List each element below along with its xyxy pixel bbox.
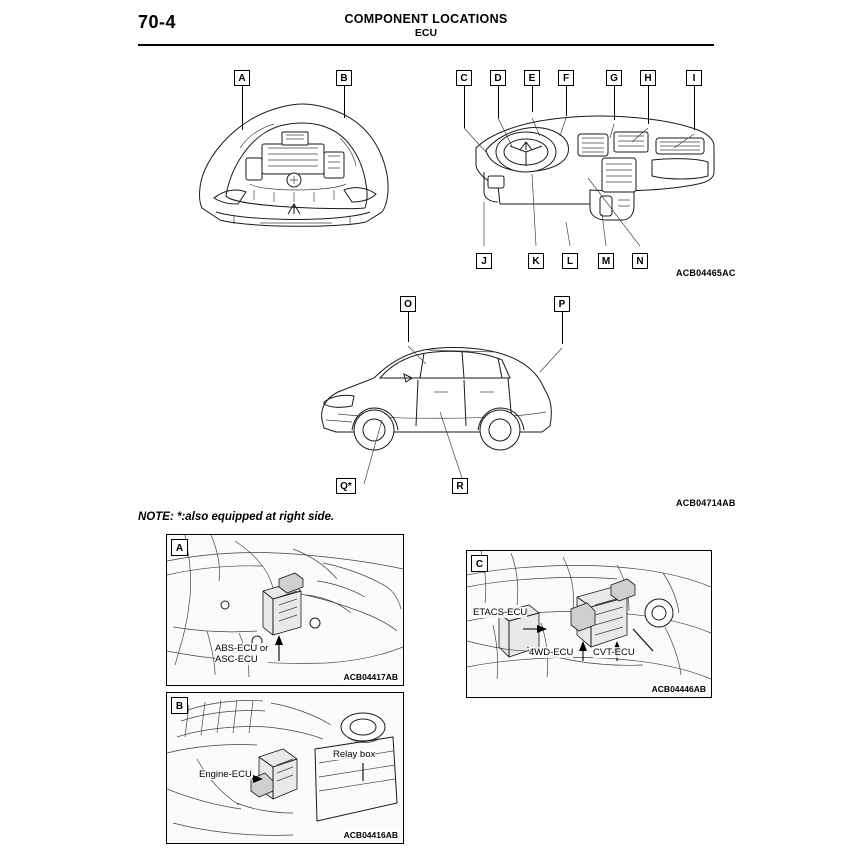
panel-B-label-engine-ecu: Engine-ECU — [199, 769, 252, 780]
callout-G: G — [606, 70, 622, 86]
note-text: NOTE: *:also equipped at right side. — [138, 511, 335, 523]
panel-C-label-etacs: ETACS-ECU — [473, 607, 528, 618]
panel-B-photo — [167, 693, 403, 843]
page-number: 70-4 — [138, 12, 177, 32]
dashboard-leader-lines — [460, 118, 720, 268]
callout-N: N — [632, 253, 648, 269]
detail-panel-A — [166, 534, 404, 686]
detail-panel-B — [166, 692, 404, 844]
panel-A-label-text-2: ASC-ECU — [215, 654, 258, 665]
detail-panel-C — [466, 550, 712, 698]
panel-B-code: ACB04416AB — [343, 830, 398, 840]
callout-J: J — [476, 253, 492, 269]
panel-A-code: ACB04417AB — [343, 672, 398, 682]
page-header — [0, 0, 852, 46]
callout-P: P — [554, 296, 570, 312]
panel-A-label-text-1: ABS-ECU or — [215, 643, 269, 654]
callout-R: R — [452, 478, 468, 494]
panel-letter-A: A — [171, 539, 188, 556]
callout-A: A — [234, 70, 250, 86]
callout-M: M — [598, 253, 614, 269]
panel-C-code: ACB04446AB — [651, 684, 706, 694]
figure-code-1: ACB04465AC — [676, 268, 736, 278]
panel-letter-B: B — [171, 697, 188, 714]
page-title: COMPONENT LOCATIONS — [344, 12, 508, 26]
callout-O: O — [400, 296, 416, 312]
page-subtitle: ECU — [414, 27, 438, 39]
callout-K: K — [528, 253, 544, 269]
engine-bay-drawing — [190, 92, 400, 232]
panel-C-photo — [467, 551, 711, 697]
panel-C-label-4wd: 4WD-ECU — [529, 647, 574, 658]
callout-Q: Q* — [336, 478, 356, 494]
callout-E: E — [524, 70, 540, 86]
callout-F: F — [558, 70, 574, 86]
header-divider — [138, 44, 714, 46]
callout-D: D — [490, 70, 506, 86]
panel-C-label-cvt: CVT-ECU — [593, 647, 635, 658]
callout-H: H — [640, 70, 656, 86]
figure-code-2: ACB04714AB — [676, 498, 736, 508]
vehicle-leader-lines — [312, 334, 572, 494]
callout-I: I — [686, 70, 702, 86]
callout-C: C — [456, 70, 472, 86]
panel-B-label-relay-box: Relay box — [333, 749, 376, 760]
panel-letter-C: C — [471, 555, 488, 572]
panel-A-photo — [167, 535, 403, 685]
callout-L: L — [562, 253, 578, 269]
panel-A-label-1 — [215, 643, 268, 665]
callout-B: B — [336, 70, 352, 86]
